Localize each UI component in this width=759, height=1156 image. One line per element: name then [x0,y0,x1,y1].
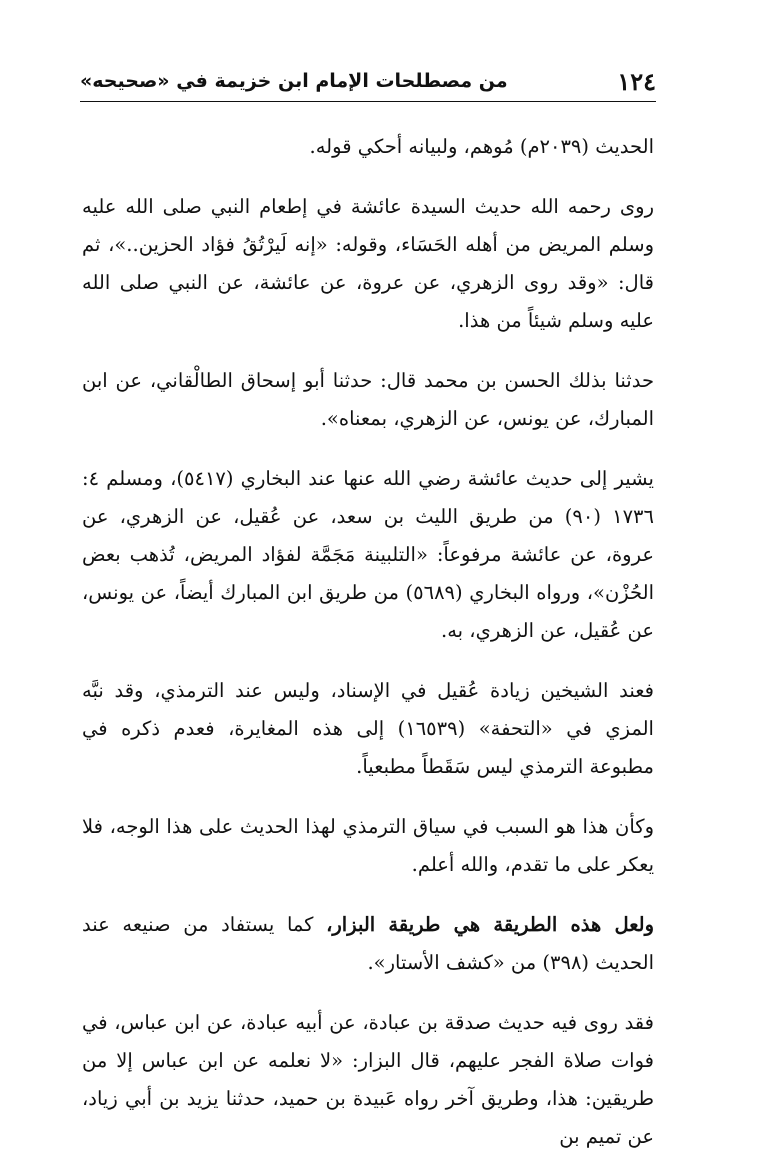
paragraph-bold-lead: ولعل هذه الطريقة هي طريقة البزار، [326,913,654,936]
paragraph-4 [82,460,654,650]
page-number: ١٢٤ [617,66,656,96]
paragraph-5 [82,672,654,786]
running-title: من مصطلحات الإمام ابن خزيمة في «صحيحه» [80,70,508,92]
paragraph-1 [82,128,654,166]
paragraph-text: روى رحمه الله حديث السيدة عائشة في إطعام النبي صلى الله عليه وسلم المريض من أهله الحَسَاء، وقوله: «إنه لَيرْتُقُ فؤاد الحزين..»، ثم قال: «وقد روى الزهري، عن عروة، عن عائشة، عن النبي صلى الله عليه وسلم شيئاً من هذا. [82,195,654,332]
paragraph-text: وكأن هذا هو السبب في سياق الترمذي لهذا الحديث على هذا الوجه، فلا يعكر على ما تقدم، والله أعلم. [82,815,654,876]
paragraph-text: فعند الشيخين زيادة عُقيل في الإسناد، وليس عند الترمذي، وقد نبَّه المزي في «التحفة» (١٦٥٣٩) إلى هذه المغايرة، فعدم ذكره في مطبوعة الترمذي ليس سَقَطاً مطبعياً. [82,679,654,778]
paragraph-2 [82,188,654,340]
paragraph-8 [82,1004,654,1156]
page-body [82,128,654,1156]
paragraph-text: حدثنا بذلك الحسن بن محمد قال: حدثنا أبو إسحاق الطالْقاني، عن ابن المبارك، عن يونس، عن الزهري، بمعناه». [82,369,654,430]
paragraph-text: فقد روى فيه حديث صدقة بن عبادة، عن أبيه عبادة، عن ابن عباس، في فوات صلاة الفجر عليهم، قال البزار: «لا نعلمه عن ابن عباس إلا من طريقين: هذا، وطريق آخر رواه عَبيدة بن حميد، حدثنا يزيد بن أبي زياد، عن تميم بن [82,1011,654,1148]
paragraph-text: يشير إلى حديث عائشة رضي الله عنها عند البخاري (٥٤١٧)، ومسلم ٤: ١٧٣٦ (٩٠) من طريق الليث بن سعد، عن عُقيل، عن الزهري، عن عروة، عن عائشة مرفوعاً: «التلبينة مَجَمَّة لفؤاد المريض، تُذهب بعض الحُزْن»، ورواه البخاري (٥٦٨٩) من طريق ابن المبارك أيضاً، عن يونس، عن عُقيل، عن الزهري، به. [82,467,654,642]
paragraph-6 [82,808,654,884]
paragraph-3 [82,362,654,438]
paragraph-text: الحديث (٢٠٣٩م) مُوهم، ولبيانه أحكي قوله. [309,135,654,158]
paragraph-text: كما يستفاد من صنيعه عند الحديث (٣٩٨) من «كشف الأستار». [82,913,654,974]
paragraph-7 [82,906,654,982]
page-header [80,62,656,100]
header-divider [80,101,656,102]
